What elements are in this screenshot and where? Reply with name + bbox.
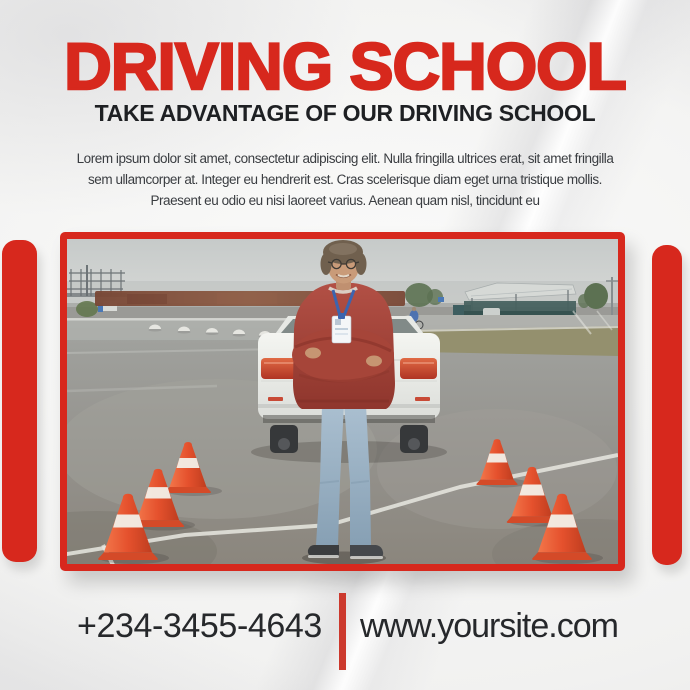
road-sign — [98, 305, 103, 312]
photo-frame — [60, 232, 625, 571]
taillight — [400, 358, 437, 379]
intro-text-line: Praesent eu odio eu nisi laoreet varius. Aenean quam nisl, tincidunt eu — [150, 193, 540, 208]
right-accent-bar — [652, 245, 682, 565]
page-title: DRIVING SCHOOL — [64, 29, 626, 103]
hand — [366, 356, 382, 367]
driving-school-photo — [67, 239, 618, 564]
intro-text-line: Lorem ipsum dolor sit amet, consectetur adipiscing elit. Nulla fringilla ultrices erat, sit amet fringilla — [76, 151, 614, 166]
taillight — [261, 358, 298, 379]
phone-number: +234-3455-4643 — [77, 607, 322, 645]
footer-divider — [339, 593, 346, 670]
intro-text — [0, 148, 690, 211]
subtitle: TAKE ADVANTAGE OF OUR DRIVING SCHOOL — [94, 100, 596, 126]
website-url: www.yoursite.com — [360, 607, 618, 645]
bush — [76, 301, 98, 317]
hand — [305, 348, 321, 359]
left-accent-bar — [2, 240, 37, 562]
intro-text-line: sem ullamcorper at. Integer eu hendrerit est. Cras scelerisque diam eget urna tristique mollis. — [87, 172, 602, 187]
